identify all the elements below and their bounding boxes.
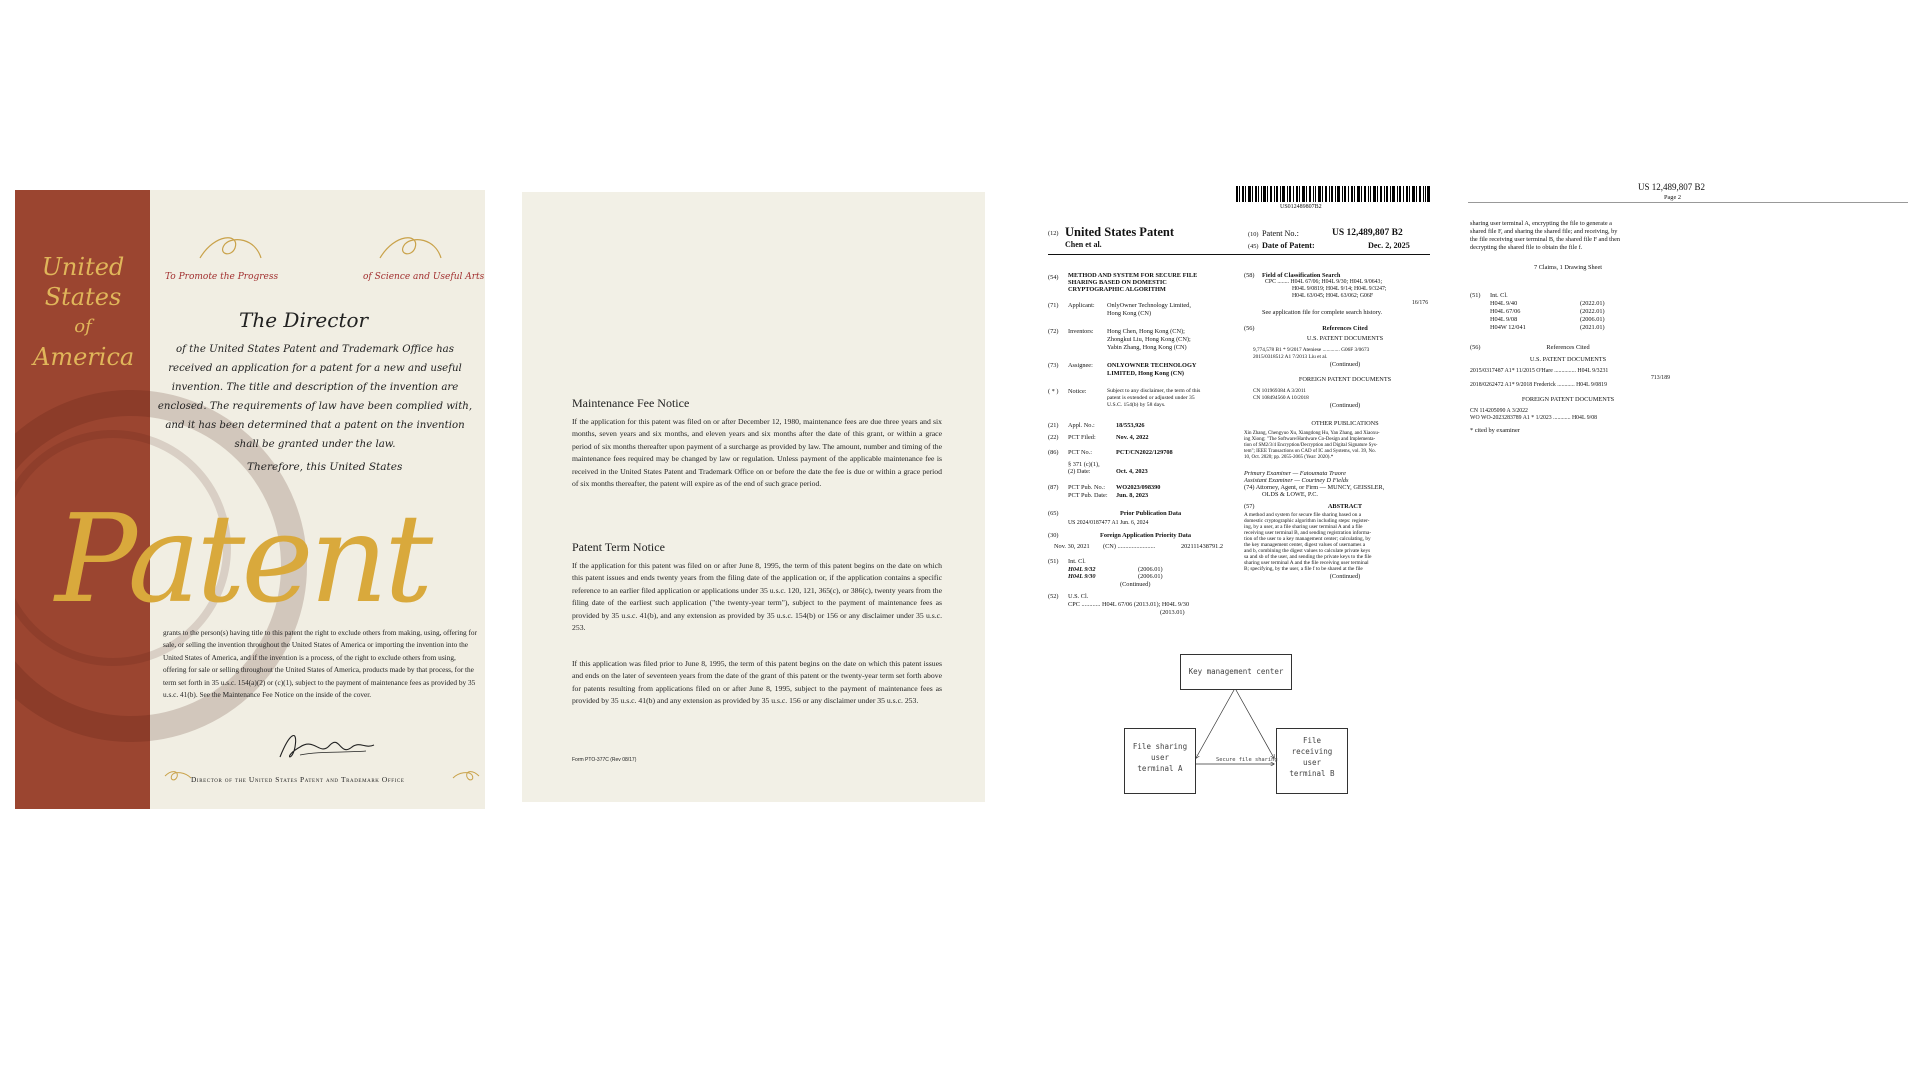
p4-code-56: (56)	[1470, 344, 1481, 351]
country-word-4: America	[33, 343, 135, 371]
arrow-label: Secure file sharing	[1216, 757, 1278, 763]
title-line-1: METHOD AND SYSTEM FOR SECURE FILE	[1068, 272, 1198, 279]
p4-intcl-label: Int. Cl.	[1490, 292, 1508, 299]
code-notice: ( * )	[1048, 388, 1059, 395]
p4-us-docs-heading: U.S. PATENT DOCUMENTS	[1529, 356, 1607, 363]
cpc-line-2: (2013.01)	[1160, 609, 1185, 616]
cover-intro-text: of the United States Patent and Trademark Office has received an application for a patent for a new and useful invention. The title and description of the invention are enclosed. The requirements of law have been complied with, and it has been determined that a patent on the invention shall be granted under the law.	[157, 344, 473, 450]
notice-line-2: patent is extended or adjusted under 35	[1107, 395, 1195, 401]
foreign-app-date: Nov. 30, 2021	[1054, 543, 1090, 550]
notice-label: Notice:	[1068, 388, 1087, 395]
field-line-4: 16/176	[1412, 300, 1429, 306]
abstract-line-10: B; specifying, by the user, a file f to be shared at the file	[1244, 566, 1363, 572]
abstract-line-2: domestic cryptographic algorithm including steps: register-	[1244, 518, 1370, 524]
inventor-line-3: Yabin Zhang, Hong Kong (CN)	[1107, 344, 1187, 351]
code-54: (54)	[1048, 274, 1059, 281]
patent-big-word: Patent	[55, 488, 430, 630]
s371-label-1: § 371 (c)(1),	[1068, 461, 1100, 468]
foreign-doc-row-1: CN 101969384 A 3/2011	[1253, 388, 1306, 394]
terminal-b-line-1: File	[1302, 736, 1322, 745]
foreign-docs-heading: FOREIGN PATENT DOCUMENTS	[1298, 376, 1392, 383]
terminal-b-line-2: receiving	[1291, 747, 1333, 756]
maintenance-fee-heading: Maintenance Fee Notice	[572, 396, 690, 410]
assignee-line-1: ONLYOWNER TECHNOLOGY	[1107, 362, 1197, 369]
cont-line-1: sharing user terminal A, encrypting the file to generate a	[1470, 220, 1612, 227]
p4-intcl-date-2: (2022.01)	[1580, 308, 1605, 315]
code-71: (71)	[1048, 302, 1059, 309]
inventor-line-1: Hong Chen, Hong Kong (CN);	[1107, 328, 1185, 335]
director-signature	[270, 727, 380, 767]
patent-cover-page	[15, 190, 485, 809]
notice-line-1: Subject to any disclaimer, the term of this	[1107, 388, 1201, 394]
pct-no-label: PCT No.:	[1068, 449, 1093, 456]
p4-foreign-doc-row-2: WO WO-2023283789 A1 * 1/2023 ............ H04L 9/08	[1470, 415, 1598, 421]
motto-right: of Science and Useful Arts	[363, 272, 485, 282]
pct-pub-date-label: PCT Pub. Date:	[1068, 492, 1108, 499]
intcl-date-1: (2006.01)	[1138, 566, 1163, 573]
field-line-2: H04L 9/0819; H04L 9/14; H04L 9/3247;	[1292, 286, 1387, 292]
code-12: (12)	[1048, 230, 1059, 237]
terminal-b-line-4: terminal B	[1289, 769, 1335, 778]
p4-code-51: (51)	[1470, 292, 1481, 299]
terminal-b-line-3: user	[1302, 758, 1322, 767]
cont-line-4: decrypting the shared file to obtain the file f.	[1470, 244, 1583, 251]
pct-filed-value: Nov. 4, 2022	[1116, 434, 1149, 441]
pct-pub-date-value: Jun. 8, 2023	[1116, 492, 1149, 499]
code-45: (45)	[1248, 243, 1259, 250]
patent-barcode	[1236, 186, 1430, 202]
code-65: (65)	[1048, 510, 1059, 517]
us-doc-row-2: 2015/0318512 A1 7/2013 Liu et al.	[1253, 354, 1328, 360]
other-pubs-line-3: tion of SM2/3/4 Encryption/Decryption and Digital Signature Sys-	[1244, 443, 1378, 448]
p4-intcl-code-3: H04L 9/08	[1490, 316, 1518, 323]
p4-intcl-code-2: H04L 67/06	[1490, 308, 1521, 315]
p4-intcl-code-1: H04L 9/40	[1490, 300, 1518, 307]
title-line-2: SHARING BASED ON DOMESTIC	[1068, 279, 1167, 286]
applicant-line-2: Hong Kong (CN)	[1107, 310, 1152, 317]
signature-swirl-left	[163, 768, 193, 784]
other-pubs-heading: OTHER PUBLICATIONS	[1311, 420, 1379, 427]
director-title: Director of the United States Patent and Trademark Office	[191, 775, 405, 784]
code-72: (72)	[1048, 328, 1059, 335]
code-10: (10)	[1248, 231, 1259, 238]
other-pubs-line-2: ing Xiong; "The Software/Hardware Co-Design and Implementa-	[1244, 437, 1376, 442]
terminal-a-line-3: terminal A	[1137, 764, 1183, 773]
intcl-code-2: H04L 9/30	[1068, 573, 1096, 580]
patent-no-label: Patent No.:	[1262, 229, 1299, 238]
therefore-line: Therefore, this United States	[247, 461, 403, 473]
inventors-label: Inventors:	[1068, 328, 1094, 335]
p4-intcl-date-3: (2006.01)	[1580, 316, 1605, 323]
attorney-line: (74) Attorney, Agent, or Firm — MUNCY, GEISSLER,	[1244, 484, 1385, 491]
intcl-label: Int. Cl.	[1068, 558, 1086, 565]
pct-no-value: PCT/CN2022/129708	[1116, 449, 1173, 456]
field-heading: Field of Classification Search	[1262, 272, 1341, 279]
code-87: (87)	[1048, 484, 1059, 491]
terminal-a-line-2: user	[1150, 753, 1170, 762]
intcl-code-1: H04L 9/32	[1068, 566, 1096, 573]
motto-left: To Promote the Progress	[165, 272, 279, 282]
intcl-continued: (Continued)	[1120, 581, 1151, 588]
assistant-examiner: Assistant Examiner — Courtney D Fields	[1244, 477, 1349, 484]
inventor-line-2: Zhongkui Liu, Hong Kong (CN);	[1107, 336, 1191, 343]
terminal-a-line-1: File sharing	[1132, 742, 1188, 751]
abstract-line-3: ing, by a user, at a file sharing user terminal A and a file	[1244, 524, 1363, 530]
assignee-line-2: LIMITED, Hong Kong (CN)	[1107, 370, 1184, 377]
code-51: (51)	[1048, 558, 1059, 565]
notice-page	[522, 192, 985, 802]
claims-line: 7 Claims, 1 Drawing Sheet	[1533, 264, 1603, 271]
patent-front-page	[1040, 180, 1440, 800]
foreign-app-no: 202111438791.2	[1181, 543, 1224, 550]
p4-foreign-doc-row-1: CN 114205090 A 3/2022	[1470, 408, 1528, 414]
field-line-1: CPC ........ H04L 67/06; H04L 9/30; H04L 9/0643;	[1265, 279, 1383, 285]
cont-line-3: the file receiving user terminal B, the shared file F and then	[1470, 236, 1621, 243]
code-56: (56)	[1244, 325, 1255, 332]
code-73: (73)	[1048, 362, 1059, 369]
intcl-date-2: (2006.01)	[1138, 573, 1163, 580]
code-57: (57)	[1244, 503, 1255, 510]
field-line-3: H04L 63/045; H04L 63/062; G06F	[1292, 293, 1374, 299]
refs-heading: References Cited	[1322, 325, 1368, 332]
applicant-label: Applicant:	[1068, 302, 1095, 309]
title-line-3: CRYPTOGRAPHIC ALGORITHM	[1068, 286, 1166, 293]
s371-value: Oct. 4, 2023	[1116, 468, 1148, 475]
abstract-line-6: the key management center, digest values of usernames a	[1244, 542, 1366, 548]
abstract-line-1: A method and system for secure file sharing based on a	[1244, 512, 1362, 518]
cited-note: * cited by examiner	[1470, 427, 1520, 434]
inventors-short: Chen et al.	[1065, 240, 1102, 249]
patent-term-text-2: If this application was filed prior to June 8, 1995, the term of this patent begins on the date on which this patent issues and ends on the later of seventeen years from the date of the grant of this patent or the twenty-year term set forth above for patents resulting from applications filed on or after June 8, 1995, subject to the payment of maintenance fees as provided by 35 u.s.c. 41(b) and any extension as provided by 35 u.s.c. 156 or any disclaimer under 35 u.s.c. 253.	[572, 659, 942, 706]
us-docs-continued: (Continued)	[1329, 361, 1361, 368]
p4-intcl-code-4: H04W 12/041	[1490, 324, 1526, 331]
barcode-text: US012489807B2	[1280, 204, 1322, 210]
form-identifier: Form PTO-377C (Rev 08/17)	[572, 757, 637, 763]
grants-text: grants to the person(s) having title to this patent the right to exclude others from making, using, offering for sale, or selling the invention throughout the United States of America or importing the invention into the United States of America, and if the invention is a process, of the right to exclude others from using, offering for sale or selling throughout the United States of America, products made by that process, for the term set forth in 35 u.s.c. 154(a)(2) or (c)(1), subject to the payment of maintenance fees as provided by 35 u.s.c. 41(b). See the Maintenance Fee Notice on the inside of the cover.	[163, 628, 477, 700]
key-management-center-box: Key management center	[1180, 654, 1292, 690]
p4-intcl-date-1: (2022.01)	[1580, 300, 1605, 307]
code-21: (21)	[1048, 422, 1059, 429]
p4-us-doc-row-1: 2015/0317487 A1* 11/2015 O'Hare ............... H04L 9/3231	[1470, 368, 1609, 374]
gold-flourish-left	[195, 228, 265, 268]
country-name	[33, 252, 133, 372]
abstract-heading: ABSTRACT	[1327, 503, 1363, 510]
country-word-2: States	[44, 283, 122, 311]
notice-line-3: U.S.C. 154(b) by 58 days.	[1107, 402, 1166, 408]
code-30: (30)	[1048, 532, 1059, 539]
us-doc-row-1: 9,774,578 B1 * 9/2017 Ateniese ............. G06F 3/0673	[1253, 347, 1370, 353]
country-word-3: of	[74, 316, 92, 337]
patent-page-2	[1468, 180, 1908, 480]
prior-pub-heading: Prior Publication Data	[1120, 510, 1182, 517]
page2-patent-number: US 12,489,807 B2	[1638, 182, 1706, 192]
terminal-a-box	[1124, 728, 1196, 794]
uscl-label: U.S. Cl.	[1068, 593, 1089, 600]
other-pubs-line-4: tem"; IEEE Transactions on CAD of IC and Systems, vol. 39, No.	[1244, 449, 1376, 454]
patent-term-text-1: If the application for this patent was filed on or after June 8, 1995, the term of this patent begins on the date on which this patent issues and ends twenty years from the filing date of the application or, if the application contains a specific reference to an earlier filed application or applications under 35 u.s.c. 120, 121, 365(c), or 386(c), twenty years from the filing date of the earliest such application ("the twenty-year term"), subject to the payment of maintenance fees as provided by 35 u.s.c. 41(b), and any extension as provided by 35 u.s.c. 154(b) or 156 or any disclaimer under 35 u.s.c. 253.	[572, 561, 942, 633]
attorney-line-2: OLDS & LOWE, P.C.	[1262, 491, 1318, 498]
abstract-line-5: tion of the user to a key management center; calculating, by	[1244, 536, 1371, 542]
code-58: (58)	[1244, 272, 1255, 279]
abstract-continued: (Continued)	[1329, 573, 1361, 580]
page2-header-rule	[1468, 202, 1908, 203]
foreign-docs-continued: (Continued)	[1329, 402, 1361, 409]
pct-pub-no-label: PCT Pub. No.:	[1068, 484, 1105, 491]
director-heading: The Director	[239, 308, 369, 332]
other-pubs-line-5: 10, Oct. 2020; pp. 2055-2065 (Year: 2020).*	[1244, 455, 1334, 460]
cpc-line-1: CPC ............ H04L 67/06 (2013.01); H04L 9/30	[1068, 601, 1190, 608]
diagram-arrows	[1190, 688, 1280, 768]
pct-pub-no-value: WO2023/098390	[1116, 484, 1161, 491]
maintenance-fee-text: If the application for this patent was filed on or after December 12, 1980, maintenance fees are due three years and six months, seven years and six months, and eleven years and six months after the date of this grant, or within a grace period of six months thereafter upon payment of a surcharge as provided by law. The amount, number and timing of the maintenance fees required may be changed by law or regulation. Unless payment of the applicable maintenance fee is received in the United States Patent and Trademark Office on or before the date the fee is due or within a grace period of six months thereafter, the patent will expire as of the end of such grace period.	[572, 417, 942, 489]
code-86: (86)	[1048, 449, 1059, 456]
page2-label: Page 2	[1664, 194, 1681, 201]
us-docs-heading: U.S. PATENT DOCUMENTS	[1306, 335, 1384, 342]
p4-us-doc-row-1b: 713/189	[1651, 375, 1671, 381]
abstract-line-8: sa and sb of the user, and sending the private keys to the file	[1244, 554, 1372, 560]
code-52: (52)	[1048, 593, 1059, 600]
p4-intcl-date-4: (2021.01)	[1580, 324, 1605, 331]
cont-line-2: shared file F, and sharing the shared file; and receiving, by	[1470, 228, 1618, 235]
gold-flourish-right	[375, 228, 445, 268]
terminal-b-box	[1276, 728, 1348, 794]
abstract-line-7: and b, combining the digest values to calculate private keys	[1244, 548, 1371, 554]
other-pubs-line-1: Xin Zhang, Chengyuo Xu, Xiangdong Hu, Yan Zhang, and Xiaoxu-	[1244, 431, 1380, 436]
signature-swirl-right	[451, 768, 481, 784]
date-of-patent: Dec. 2, 2025	[1368, 241, 1410, 250]
primary-examiner: Primary Examiner — Fatoumata Traore	[1244, 470, 1346, 477]
assignee-label: Assignee:	[1068, 362, 1093, 369]
patent-number: US 12,489,807 B2	[1332, 228, 1403, 238]
country-word-1: United	[41, 253, 125, 281]
foreign-app-country: (CN) ........................	[1103, 543, 1156, 550]
document-type: United States Patent	[1065, 225, 1175, 239]
foreign-app-heading: Foreign Application Priority Data	[1100, 532, 1192, 539]
code-22: (22)	[1048, 434, 1059, 441]
s371-label-2: (2) Date:	[1068, 468, 1091, 475]
applicant-line-1: OnlyOwner Technology Limited,	[1107, 302, 1191, 309]
abstract-line-9: sharing user terminal A and the file receiving user terminal	[1244, 560, 1369, 566]
appl-no-value: 18/553,926	[1116, 422, 1145, 429]
patent-term-heading: Patent Term Notice	[572, 540, 665, 554]
appl-no-label: Appl. No.:	[1068, 422, 1095, 429]
header-rule	[1048, 254, 1430, 255]
prior-pub-row: US 2024/0187477 A1 Jun. 6, 2024	[1068, 520, 1149, 526]
pct-filed-label: PCT Filed:	[1068, 434, 1096, 441]
field-note: See application file for complete search history.	[1262, 309, 1383, 316]
p4-us-doc-row-2: 2018/0262472 A1* 9/2018 Frederick ............ H04L 9/0819	[1470, 382, 1607, 388]
foreign-doc-row-2: CN 108494560 A 10/2018	[1253, 395, 1309, 401]
date-of-patent-label: Date of Patent:	[1262, 241, 1315, 250]
abstract-line-4: receiving user terminal B, and sending registration informa-	[1244, 530, 1372, 536]
p4-foreign-docs-heading: FOREIGN PATENT DOCUMENTS	[1521, 396, 1615, 403]
p4-refs-heading: References Cited	[1546, 344, 1590, 351]
